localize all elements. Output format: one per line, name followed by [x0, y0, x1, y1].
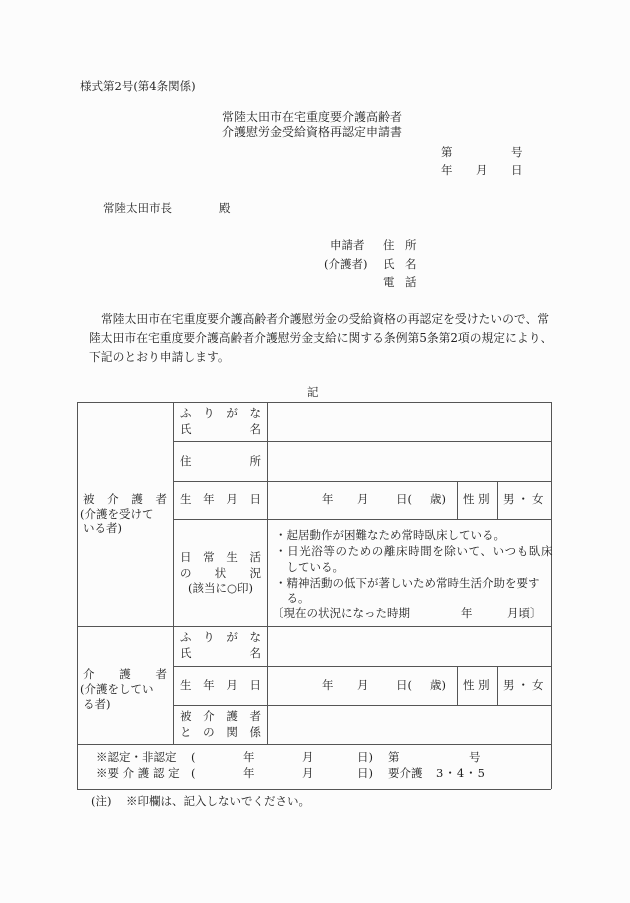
daily-life-label-2: の 状 況: [180, 566, 261, 580]
condition-option-1[interactable]: ・起居動作が困難なため常時臥床している。: [275, 528, 505, 542]
office-approval-label: ※認定・非認定: [96, 750, 177, 764]
caregiver-birth-month-label: 月: [357, 678, 369, 692]
caregiver-sublabel: (介護をしてい: [80, 682, 154, 696]
applicant-sublabel: (介護者): [324, 257, 368, 271]
office-care-level-label: ※要 介 護 認 定: [96, 766, 180, 780]
sex-options[interactable]: 男・女: [503, 492, 547, 506]
age-label: 歳): [430, 492, 446, 506]
relation-label-2: と の 関 係: [180, 725, 261, 739]
sex-col-divider: [497, 481, 498, 519]
form-number: 様式第2号(第4条関係): [80, 79, 196, 93]
daily-life-label: 日 常 生 活: [180, 550, 261, 564]
sex-col-divider: [457, 481, 458, 519]
care-recipient-name-field[interactable]: [268, 403, 550, 440]
doc-no-prefix: 第: [441, 145, 453, 159]
applicant-name-label-1: 氏: [383, 257, 395, 271]
addressee-name: 常陸太田市長: [103, 201, 172, 215]
care-recipient-sublabel: (介護を受けて: [80, 507, 154, 521]
date-month: 月: [476, 163, 488, 177]
caregiver-sex-label: 性 別: [463, 678, 490, 692]
row-line: [173, 519, 551, 520]
onset-month: 月頃〕: [507, 606, 542, 620]
doc-no-suffix: 号: [511, 145, 523, 159]
relation-label: 被 介 護 者: [180, 709, 261, 723]
applicant-address-label-2: 所: [405, 238, 417, 252]
body-text-line2: 陸太田市在宅重度要介護高齢者介護慰労金支給に関する条例第5条第2項の規定により、: [89, 331, 553, 345]
condition-option-3[interactable]: ・精神活動の低下が著しいため常時生活介助を要す: [275, 576, 540, 590]
address-label: 住 所: [180, 454, 261, 468]
onset-label: 〔現在の状況になった時期: [272, 606, 410, 620]
caregiver-birth-year-label: 年: [322, 678, 334, 692]
caregiver-birthdate-label: 生 年 月 日: [180, 678, 261, 692]
table-border-bottom: [77, 789, 551, 790]
office-approval-day: 日): [357, 750, 373, 764]
sex-col-divider: [457, 666, 458, 705]
caregiver-sublabel-2: る者): [83, 697, 111, 711]
caregiver-furigana-label: ふ り が な: [180, 630, 261, 644]
table-border-right: [551, 402, 552, 789]
applicant-phone-label-1: 電: [383, 275, 395, 289]
office-care-level-year: 年: [243, 766, 255, 780]
birthdate-label: 生 年 月 日: [180, 492, 261, 506]
name-label: 氏 名: [180, 422, 261, 436]
table-border-left: [77, 402, 78, 789]
note-label: (注): [91, 794, 112, 808]
office-use-divider: [77, 744, 551, 745]
office-approval-no-suffix: 号: [469, 750, 481, 764]
condition-option-2[interactable]: ・日光浴等のための離床時間を除いて、いつも臥床: [275, 544, 554, 558]
sex-col-divider: [497, 666, 498, 705]
caregiver-relation-field[interactable]: [268, 706, 550, 743]
care-recipient-sublabel-2: いる者): [83, 521, 122, 535]
caregiver-name-label: 氏 名: [180, 646, 261, 660]
applicant-label: 申請者: [330, 238, 365, 252]
addressee-honorific: 殿: [219, 201, 231, 215]
birth-month-label: 月: [357, 492, 369, 506]
furigana-label: ふ り が な: [180, 406, 261, 420]
form-title-line2: 介護慰労金受給資格再認定申請書: [222, 125, 403, 139]
date-year: 年: [441, 163, 453, 177]
office-care-level-paren: (: [191, 766, 196, 780]
birth-day-label: 日(: [396, 492, 412, 506]
applicant-phone-label-2: 話: [405, 275, 417, 289]
table-col-divider-1: [173, 402, 174, 744]
office-approval-no-prefix: 第: [388, 750, 400, 764]
caregiver-birth-day-label: 日(: [396, 678, 412, 692]
caregiver-age-label: 歳): [430, 678, 446, 692]
form-title-line1: 常陸太田市在宅重度要介護高齢者: [222, 110, 403, 124]
caregiver-sex-options[interactable]: 男・女: [503, 678, 547, 692]
daily-life-note: (該当に○印): [188, 581, 254, 595]
office-care-level-options: 3・4・5: [436, 766, 486, 780]
onset-year: 年: [461, 606, 473, 620]
office-approval-paren: (: [191, 750, 196, 764]
condition-option-3-cont: る。: [275, 591, 310, 605]
office-care-level-month: 月: [302, 766, 314, 780]
care-recipient-label: 被 介 護 者: [83, 492, 167, 506]
care-recipient-birthdate-field[interactable]: [268, 482, 456, 518]
applicant-address-label-1: 住: [383, 238, 395, 252]
body-text-line3: 下記のとおり申請します。: [89, 350, 230, 364]
date-day: 日: [511, 163, 523, 177]
condition-option-2-cont: している。: [275, 560, 344, 574]
birth-year-label: 年: [322, 492, 334, 506]
body-text-line1: 常陸太田市在宅重度要介護高齢者介護慰労金の受給資格の再認定を受けたいので、常: [101, 312, 550, 326]
office-care-level-text: 要介護: [388, 766, 423, 780]
applicant-name-label-2: 名: [405, 257, 417, 271]
sex-label: 性 別: [463, 492, 490, 506]
office-care-level-day: 日): [357, 766, 373, 780]
ki-heading: 記: [307, 385, 319, 399]
caregiver-label: 介 護 者: [83, 667, 167, 681]
note-text: ※印欄は、記入しないでください。: [126, 794, 310, 808]
care-recipient-address-field[interactable]: [268, 442, 550, 480]
caregiver-birthdate-field[interactable]: [268, 667, 456, 704]
office-approval-year: 年: [243, 750, 255, 764]
caregiver-name-field[interactable]: [268, 627, 550, 665]
office-approval-month: 月: [302, 750, 314, 764]
